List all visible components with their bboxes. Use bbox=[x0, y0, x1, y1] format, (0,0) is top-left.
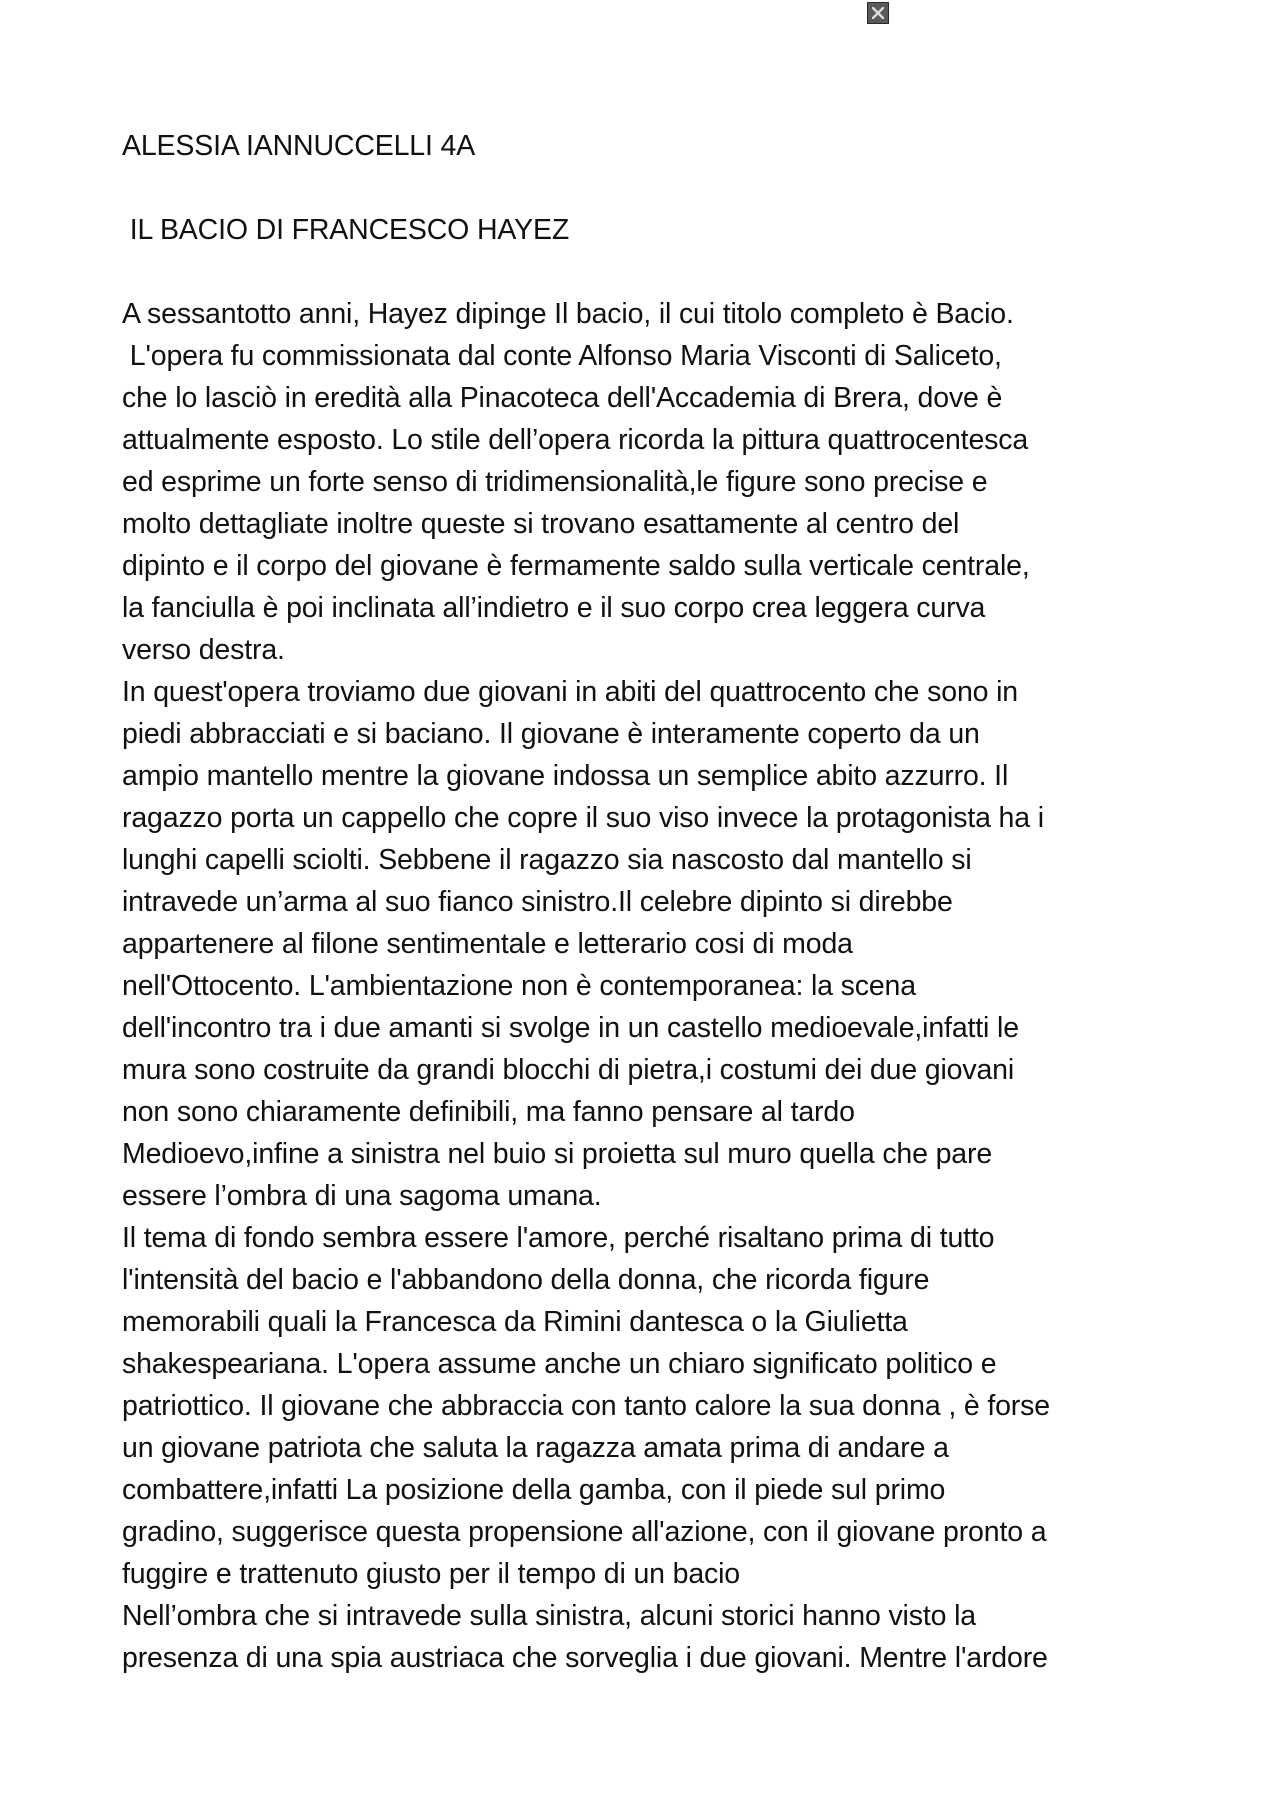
text-line: non sono chiaramente definibili, ma fanno pensare al tardo bbox=[122, 1096, 855, 1128]
blank-line bbox=[122, 251, 1162, 293]
text-line: nell'Ottocento. L'ambientazione non è contemporanea: la scena bbox=[122, 970, 916, 1002]
text-line: molto dettagliate inoltre queste si trovano esattamente al centro del bbox=[122, 508, 960, 540]
blank-line bbox=[122, 167, 1162, 209]
text-line: piedi abbracciati e si baciano. Il giovane è interamente coperto da un bbox=[122, 718, 980, 750]
broken-image-icon bbox=[867, 2, 889, 24]
body-text bbox=[122, 293, 1162, 1679]
text-line: Medioevo,infine a sinistra nel buio si proietta sul muro quella che pare bbox=[122, 1138, 993, 1170]
text-line: verso destra. bbox=[122, 634, 285, 666]
text-line: un giovane patriota che saluta la ragazza amata prima di andare a bbox=[122, 1432, 949, 1464]
text-line: essere l’ombra di una sagoma umana. bbox=[122, 1180, 602, 1212]
document-title: IL BACIO DI FRANCESCO HAYEZ bbox=[122, 214, 570, 246]
text-line: A sessantotto anni, Hayez dipinge Il bacio, il cui titolo completo è Bacio. bbox=[122, 298, 1014, 330]
text-line: dipinto e il corpo del giovane è fermamente saldo sulla verticale centrale, bbox=[122, 550, 1030, 582]
text-line: mura sono costruite da grandi blocchi di pietra,i costumi dei due giovani bbox=[122, 1054, 1015, 1086]
text-line: intravede un’arma al suo fianco sinistro.Il celebre dipinto si direbbe bbox=[122, 886, 953, 918]
text-line: ragazzo porta un cappello che copre il suo viso invece la protagonista ha i bbox=[122, 802, 1044, 834]
text-line: L'opera fu commissionata dal conte Alfonso Maria Visconti di Saliceto, bbox=[122, 340, 1002, 372]
text-line: gradino, suggerisce questa propensione all'azione, con il giovane pronto a bbox=[122, 1516, 1047, 1548]
text-line: combattere,infatti La posizione della gamba, con il piede sul primo bbox=[122, 1474, 946, 1506]
text-line: l'intensità del bacio e l'abbandono della donna, che ricorda figure bbox=[122, 1264, 930, 1296]
text-line: appartenere al filone sentimentale e letterario cosi di moda bbox=[122, 928, 853, 960]
text-line: ampio mantello mentre la giovane indossa un semplice abito azzurro. Il bbox=[122, 760, 1009, 792]
text-line: memorabili quali la Francesca da Rimini dantesca o la Giulietta bbox=[122, 1306, 908, 1338]
document-content bbox=[122, 125, 1162, 1679]
text-line: che lo lasciò in eredità alla Pinacoteca dell'Accademia di Brera, dove è bbox=[122, 382, 1003, 414]
text-line: la fanciulla è poi inclinata all’indietro e il suo corpo crea leggera curva bbox=[122, 592, 986, 624]
text-line: Il tema di fondo sembra essere l'amore, perché risaltano prima di tutto bbox=[122, 1222, 995, 1254]
text-line: fuggire e trattenuto giusto per il tempo di un bacio bbox=[122, 1558, 741, 1590]
text-line: patriottico. Il giovane che abbraccia con tanto calore la sua donna , è forse bbox=[122, 1390, 1050, 1422]
text-line: presenza di una spia austriaca che sorveglia i due giovani. Mentre l'ardore bbox=[122, 1642, 1048, 1674]
text-line: In quest'opera troviamo due giovani in abiti del quattrocento che sono in bbox=[122, 676, 1018, 708]
text-line: shakespeariana. L'opera assume anche un chiaro significato politico e bbox=[122, 1348, 997, 1380]
text-line: Nell’ombra che si intravede sulla sinistra, alcuni storici hanno visto la bbox=[122, 1600, 976, 1632]
text-line: attualmente esposto. Lo stile dell’opera ricorda la pittura quattrocentesca bbox=[122, 424, 1029, 456]
text-line: dell'incontro tra i due amanti si svolge in un castello medioevale,infatti le bbox=[122, 1012, 1019, 1044]
text-line: lunghi capelli sciolti. Sebbene il ragazzo sia nascosto dal mantello si bbox=[122, 844, 972, 876]
author-line: ALESSIA IANNUCCELLI 4A bbox=[122, 130, 476, 162]
text-line: ed esprime un forte senso di tridimensionalità,le figure sono precise e bbox=[122, 466, 988, 498]
